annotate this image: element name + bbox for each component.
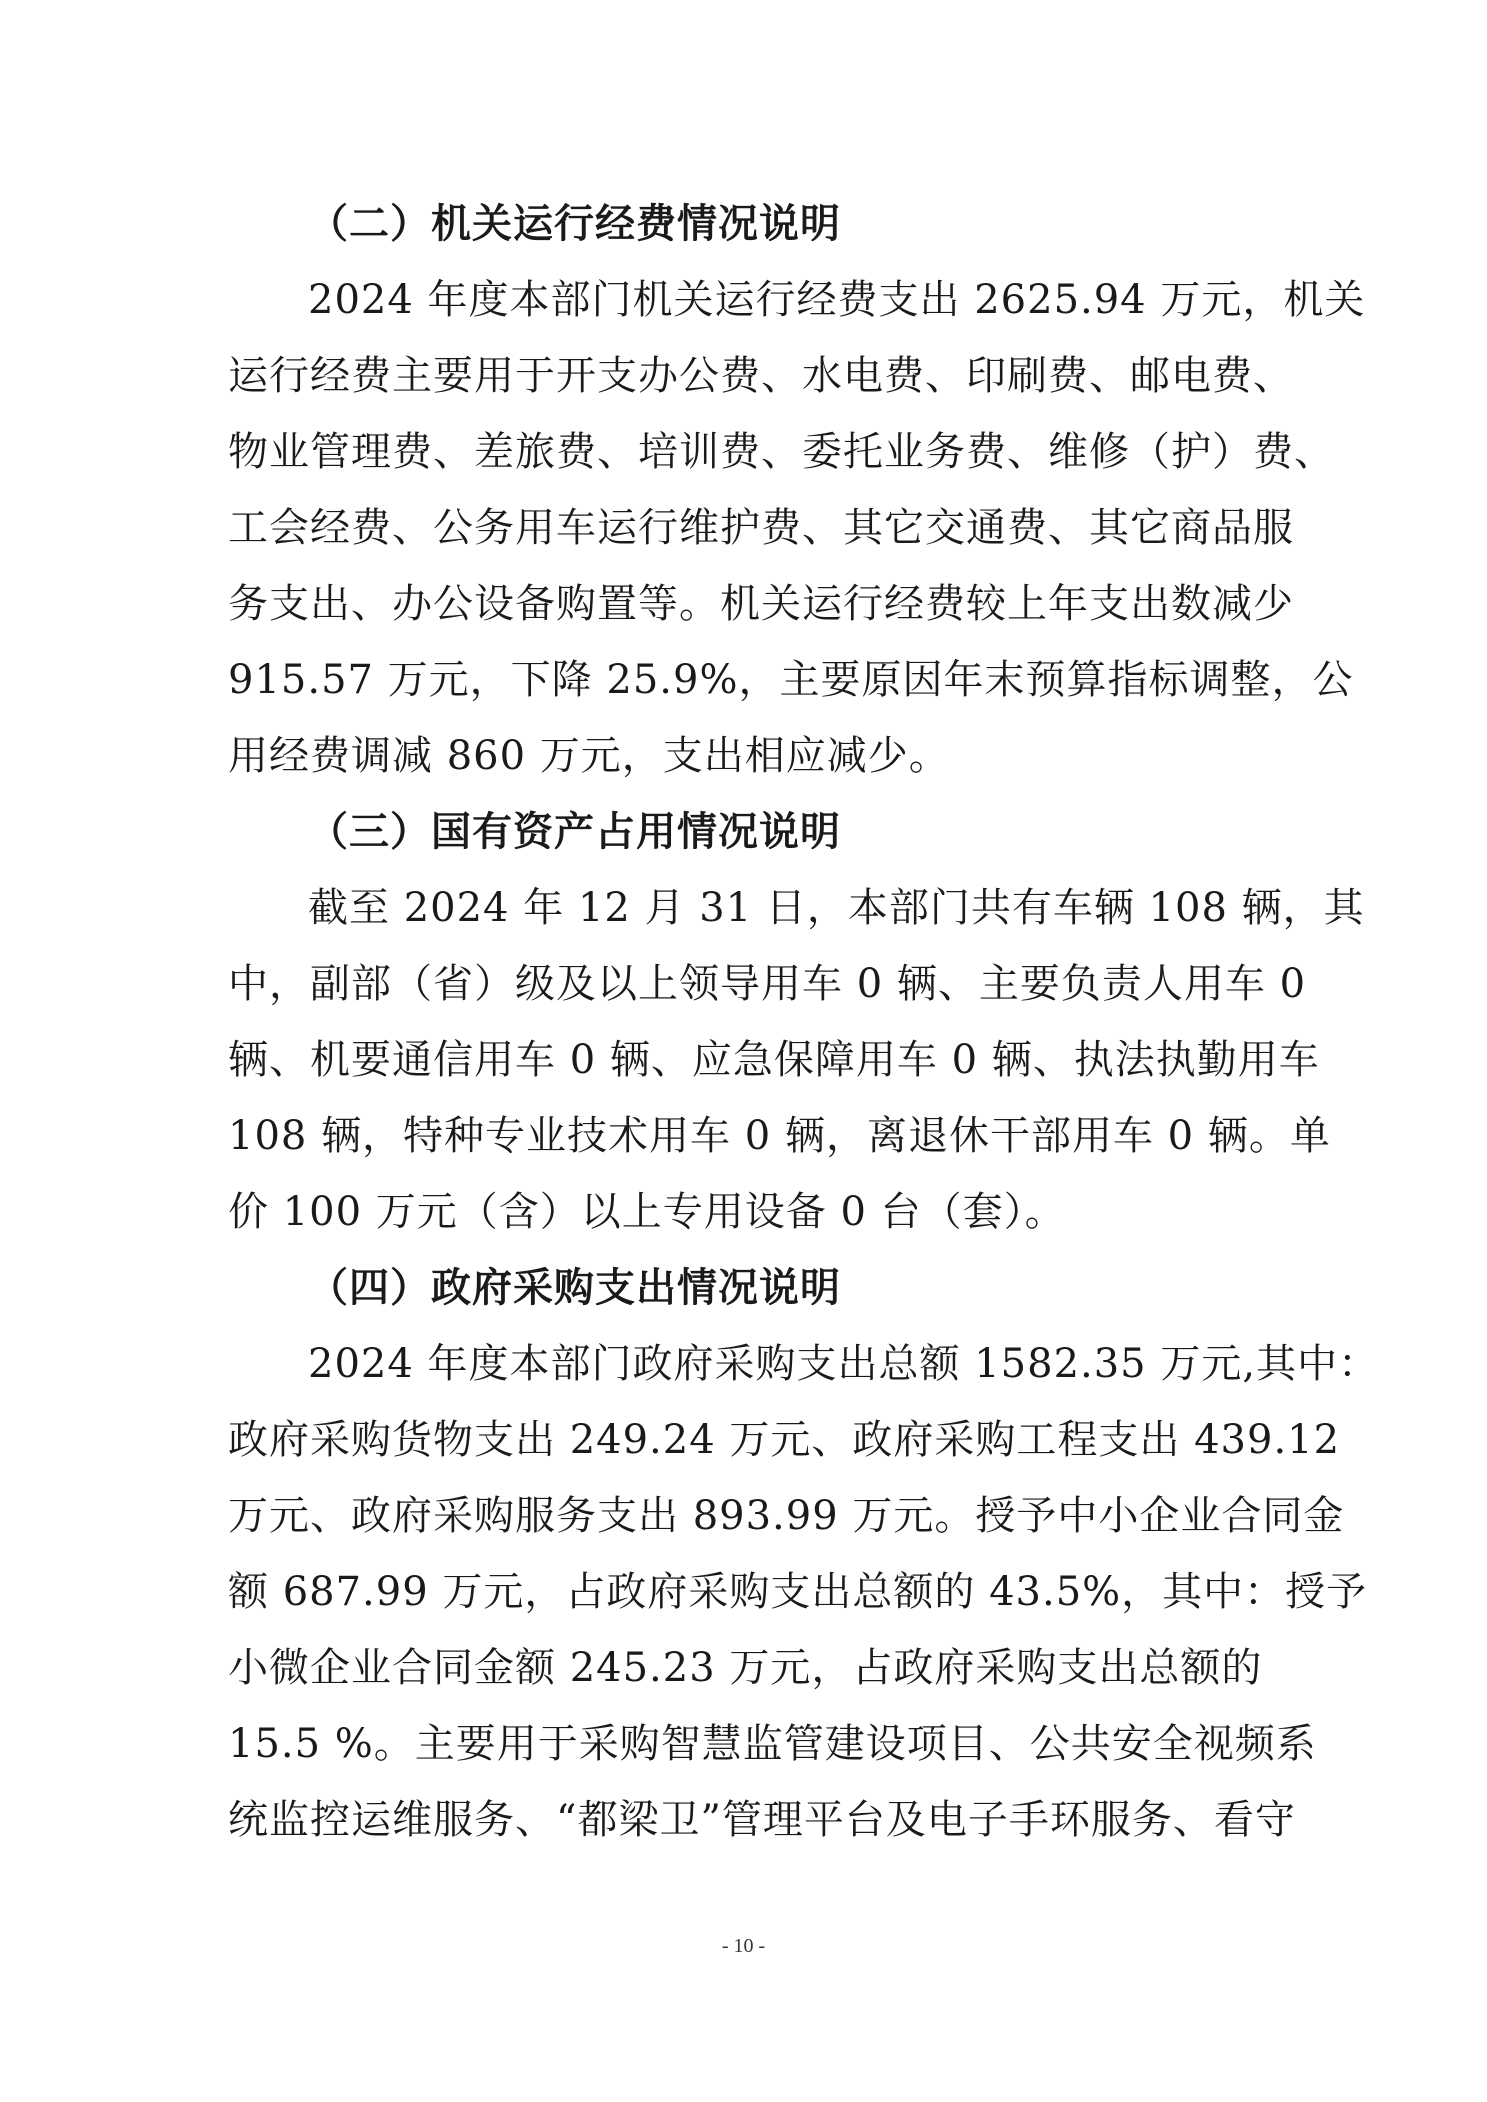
section-heading-operating-expenses: （二）机关运行经费情况说明 <box>308 200 841 247</box>
text-line: 政府采购货物支出 249.24 万元、政府采购工程支出 439.12 <box>228 1417 1341 1463</box>
text-line: 截至 2024 年 12 月 31 日，本部门共有车辆 108 辆，其 <box>308 885 1365 931</box>
text-line: 统监控运维服务、“都梁卫”管理平台及电子手环服务、看守 <box>228 1797 1296 1843</box>
paragraph-operating-expenses <box>228 262 1366 794</box>
document-body <box>228 186 1380 1858</box>
section-heading-government-procurement: （四）政府采购支出情况说明 <box>308 1264 841 1311</box>
page-number: - 10 - <box>721 1935 766 1957</box>
text-line: 915.57 万元，下降 25.9%，主要原因年末预算指标调整，公 <box>228 657 1354 703</box>
paragraph-government-procurement <box>228 1326 1380 1858</box>
text-line: 中，副部（省）级及以上领导用车 0 辆、主要负责人用车 0 <box>228 961 1307 1007</box>
text-line: 物业管理费、差旅费、培训费、委托业务费、维修（护）费、 <box>228 429 1335 475</box>
text-line: 2024 年度本部门政府采购支出总额 1582.35 万元,其中： <box>308 1341 1380 1387</box>
text-line: 用经费调减 860 万元，支出相应减少。 <box>228 733 950 779</box>
text-line: 运行经费主要用于开支办公费、水电费、印刷费、邮电费、 <box>228 353 1294 399</box>
text-line: 15.5 %。主要用于采购智慧监管建设项目、公共安全视频系 <box>228 1721 1317 1767</box>
text-line: 工会经费、公务用车运行维护费、其它交通费、其它商品服 <box>228 505 1294 551</box>
text-line: 2024 年度本部门机关运行经费支出 2625.94 万元，机关 <box>308 277 1366 323</box>
text-line: 小微企业合同金额 245.23 万元，占政府采购支出总额的 <box>228 1645 1263 1691</box>
text-line: 额 687.99 万元，占政府采购支出总额的 43.5%，其中：授予 <box>228 1569 1368 1615</box>
text-line: 辆、机要通信用车 0 辆、应急保障用车 0 辆、执法执勤用车 <box>228 1037 1320 1083</box>
text-line: 价 100 万元（含）以上专用设备 0 台（套）。 <box>228 1189 1066 1235</box>
paragraph-state-assets <box>228 870 1365 1250</box>
section-heading-state-assets: （三）国有资产占用情况说明 <box>308 808 841 855</box>
text-line: 108 辆，特种专业技术用车 0 辆，离退休干部用车 0 辆。单 <box>228 1113 1331 1159</box>
text-line: 务支出、办公设备购置等。机关运行经费较上年支出数减少 <box>228 581 1294 627</box>
text-line: 万元、政府采购服务支出 893.99 万元。授予中小企业合同金 <box>228 1493 1345 1539</box>
